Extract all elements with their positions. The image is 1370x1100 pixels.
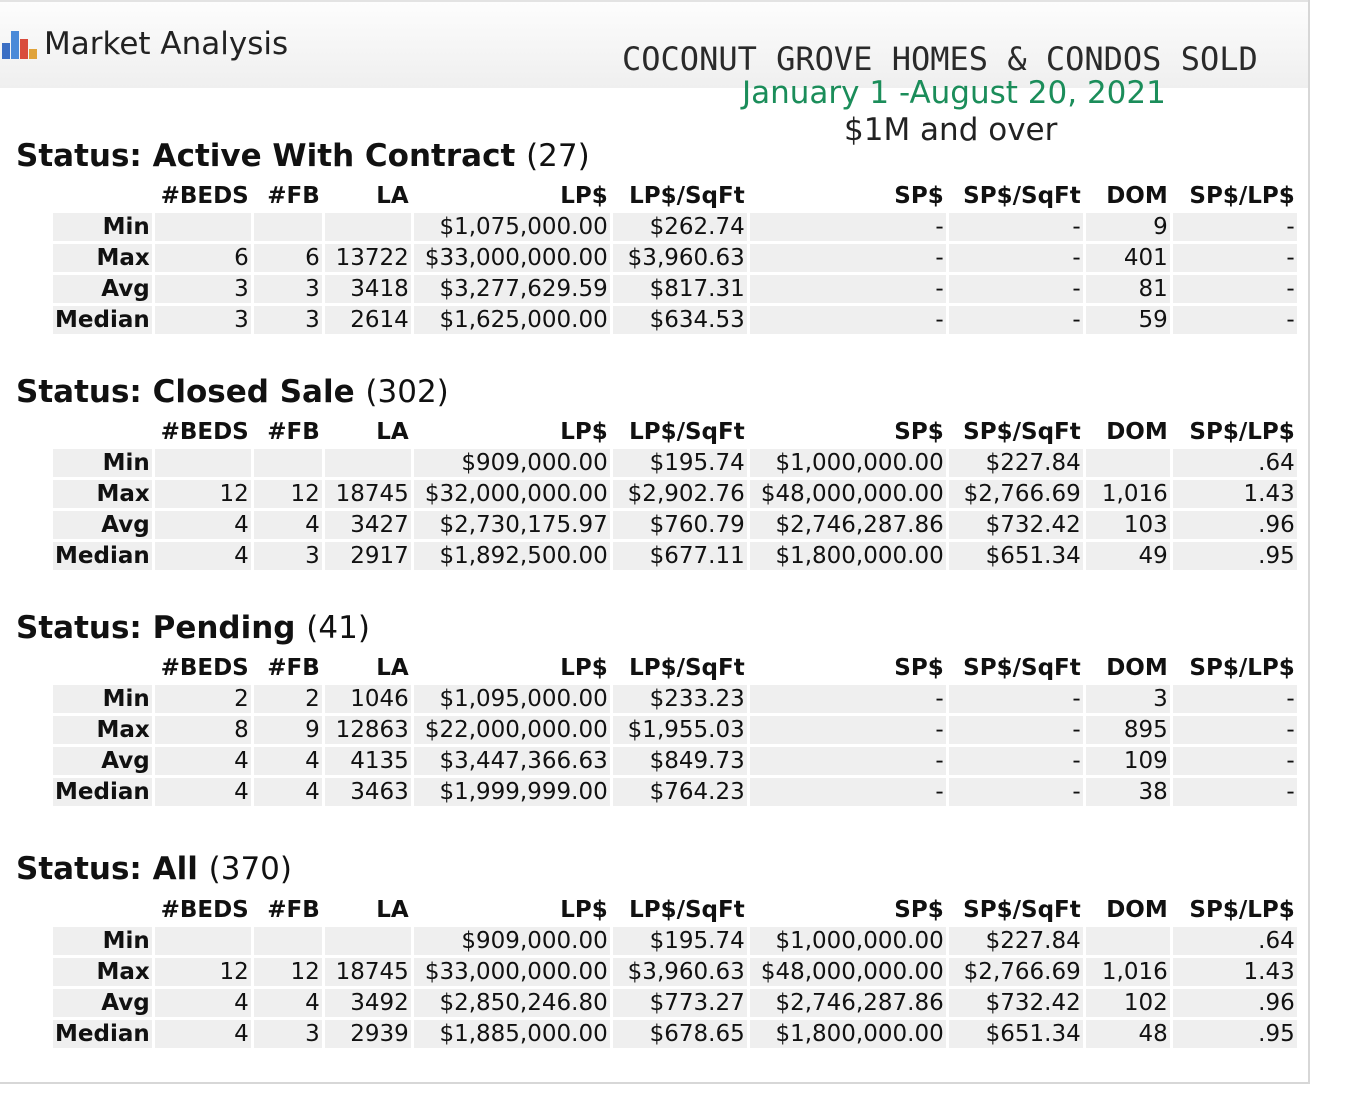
table-row [53, 778, 1297, 806]
cell-lp: $22,000,000.00 [414, 716, 610, 744]
cell-dom: 1,016 [1086, 958, 1170, 986]
cell-dom: 81 [1086, 275, 1170, 303]
column-header-dom: DOM [1086, 896, 1170, 924]
column-header-sp-sqft: SP$/SqFt [949, 896, 1083, 924]
cell-sp-lp: 1.43 [1173, 480, 1297, 508]
table-row [53, 275, 1297, 303]
cell-lp-sqft: $849.73 [613, 747, 747, 775]
cell-fb: 12 [254, 958, 322, 986]
cell-beds: 4 [155, 747, 251, 775]
cell-sp-sqft: $651.34 [949, 1020, 1083, 1048]
table-row [53, 213, 1297, 241]
cell-sp: $1,000,000.00 [750, 449, 946, 477]
column-header-dom: DOM [1086, 654, 1170, 682]
column-header-lp-sqft: LP$/SqFt [613, 182, 747, 210]
status-label: Status: [16, 610, 153, 646]
cell-sp: - [750, 747, 946, 775]
cell-sp: $48,000,000.00 [750, 480, 946, 508]
cell-sp-sqft: $651.34 [949, 542, 1083, 570]
cell-sp-sqft: - [949, 213, 1083, 241]
cell-fb [254, 449, 322, 477]
cell-sp-sqft: $2,766.69 [949, 958, 1083, 986]
row-label: Avg [53, 275, 152, 303]
cell-fb: 4 [254, 989, 322, 1017]
table-row [53, 958, 1297, 986]
row-label: Min [53, 685, 152, 713]
cell-sp: - [750, 213, 946, 241]
cell-sp-sqft: $227.84 [949, 449, 1083, 477]
cell-sp: $48,000,000.00 [750, 958, 946, 986]
cell-dom: 59 [1086, 306, 1170, 334]
column-header-lp: LP$ [414, 654, 610, 682]
header-row [53, 418, 1297, 446]
app-title-label: Market Analysis [44, 26, 289, 62]
cell-sp-lp: .96 [1173, 989, 1297, 1017]
cell-dom [1086, 449, 1170, 477]
row-label: Min [53, 927, 152, 955]
cell-la: 1046 [325, 685, 411, 713]
cell-lp: $1,075,000.00 [414, 213, 610, 241]
column-header-sp-sqft: SP$/SqFt [949, 182, 1083, 210]
cell-fb: 4 [254, 747, 322, 775]
column-header-fb: #FB [254, 182, 322, 210]
column-header-lp-sqft: LP$/SqFt [613, 896, 747, 924]
cell-lp-sqft: $634.53 [613, 306, 747, 334]
cell-fb: 3 [254, 1020, 322, 1048]
bar-chart-icon [2, 29, 36, 59]
status-count: (41) [306, 610, 370, 646]
cell-sp-sqft: - [949, 685, 1083, 713]
header-row [53, 896, 1297, 924]
cell-sp-lp: - [1173, 213, 1297, 241]
cell-dom: 1,016 [1086, 480, 1170, 508]
row-label: Avg [53, 747, 152, 775]
cell-fb: 12 [254, 480, 322, 508]
header-row [53, 654, 1297, 682]
cell-sp: $1,000,000.00 [750, 927, 946, 955]
cell-sp-lp: .64 [1173, 927, 1297, 955]
cell-lp-sqft: $678.65 [613, 1020, 747, 1048]
column-header-sp: SP$ [750, 418, 946, 446]
column-header-la: LA [325, 654, 411, 682]
cell-fb: 3 [254, 306, 322, 334]
column-header-sp-lp: SP$/LP$ [1173, 418, 1297, 446]
header-blank [53, 418, 152, 446]
cell-la: 3492 [325, 989, 411, 1017]
column-header-beds: #BEDS [155, 896, 251, 924]
column-header-la: LA [325, 418, 411, 446]
row-label: Median [55, 779, 150, 805]
row-label: Median [55, 543, 150, 569]
cell-sp-lp: - [1173, 244, 1297, 272]
cell-beds [155, 449, 251, 477]
cell-sp-sqft: - [949, 716, 1083, 744]
cell-sp: $1,800,000.00 [750, 542, 946, 570]
cell-dom: 3 [1086, 685, 1170, 713]
cell-sp-sqft: $2,766.69 [949, 480, 1083, 508]
cell-la: 12863 [325, 716, 411, 744]
table-row [53, 1020, 1297, 1048]
cell-sp: $2,746,287.86 [750, 511, 946, 539]
row-label: Min [53, 449, 152, 477]
cell-sp: - [750, 275, 946, 303]
cell-lp: $1,885,000.00 [414, 1020, 610, 1048]
row-label: Max [53, 480, 152, 508]
report-price-filter: $1M and over [844, 112, 1058, 148]
status-label: Status: [16, 138, 153, 174]
cell-sp-sqft: $732.42 [949, 511, 1083, 539]
cell-lp-sqft: $3,960.63 [613, 244, 747, 272]
cell-sp: - [750, 685, 946, 713]
cell-beds: 6 [155, 244, 251, 272]
cell-lp-sqft: $233.23 [613, 685, 747, 713]
table-row [53, 244, 1297, 272]
status-name: Closed Sale [152, 374, 366, 410]
cell-dom: 895 [1086, 716, 1170, 744]
cell-sp: - [750, 716, 946, 744]
cell-dom: 401 [1086, 244, 1170, 272]
cell-fb [254, 213, 322, 241]
header-blank [53, 654, 152, 682]
cell-sp-lp: - [1173, 778, 1297, 806]
cell-la [325, 449, 411, 477]
cell-lp-sqft: $262.74 [613, 213, 747, 241]
section-title [16, 851, 292, 887]
cell-lp: $1,095,000.00 [414, 685, 610, 713]
table-row [53, 716, 1297, 744]
cell-lp: $909,000.00 [414, 449, 610, 477]
cell-sp: $2,746,287.86 [750, 989, 946, 1017]
column-header-lp-sqft: LP$/SqFt [613, 654, 747, 682]
status-count: (302) [365, 374, 449, 410]
column-header-sp-lp: SP$/LP$ [1173, 654, 1297, 682]
row-label: Avg [53, 511, 152, 539]
column-header-fb: #FB [254, 654, 322, 682]
cell-dom [1086, 927, 1170, 955]
cell-lp: $33,000,000.00 [414, 958, 610, 986]
cell-beds: 4 [155, 778, 251, 806]
cell-lp-sqft: $2,902.76 [613, 480, 747, 508]
report-date-range: January 1 -August 20, 2021 [742, 75, 1166, 111]
cell-beds: 12 [155, 480, 251, 508]
cell-lp-sqft: $677.11 [613, 542, 747, 570]
column-header-beds: #BEDS [155, 418, 251, 446]
column-header-sp-lp: SP$/LP$ [1173, 896, 1297, 924]
column-header-sp-lp: SP$/LP$ [1173, 182, 1297, 210]
header-row [53, 182, 1297, 210]
cell-dom: 9 [1086, 213, 1170, 241]
cell-fb: 9 [254, 716, 322, 744]
report-title: COCONUT GROVE HOMES & CONDOS SOLD [622, 40, 1258, 78]
cell-la: 3463 [325, 778, 411, 806]
cell-la: 2939 [325, 1020, 411, 1048]
cell-fb: 6 [254, 244, 322, 272]
cell-la [325, 213, 411, 241]
column-header-fb: #FB [254, 896, 322, 924]
column-header-beds: #BEDS [155, 182, 251, 210]
section-title [16, 138, 590, 174]
status-name: All [152, 851, 209, 887]
column-header-sp-sqft: SP$/SqFt [949, 654, 1083, 682]
cell-beds: 4 [155, 511, 251, 539]
cell-sp-lp: - [1173, 275, 1297, 303]
column-header-lp-sqft: LP$/SqFt [613, 418, 747, 446]
cell-sp-lp: - [1173, 306, 1297, 334]
table-row [53, 306, 1297, 334]
column-header-sp-sqft: SP$/SqFt [949, 418, 1083, 446]
row-label: Median [55, 307, 150, 333]
cell-beds: 4 [155, 989, 251, 1017]
cell-sp-lp: .95 [1173, 1020, 1297, 1048]
column-header-lp: LP$ [414, 182, 610, 210]
cell-la [325, 927, 411, 955]
table-row [53, 449, 1297, 477]
cell-la: 13722 [325, 244, 411, 272]
cell-sp-sqft: $732.42 [949, 989, 1083, 1017]
cell-lp-sqft: $773.27 [613, 989, 747, 1017]
section-title [16, 610, 370, 646]
table-row [53, 542, 1297, 570]
stats-table [50, 651, 1300, 809]
cell-beds: 4 [155, 1020, 251, 1048]
cell-lp-sqft: $195.74 [613, 449, 747, 477]
row-label: Median [55, 1021, 150, 1047]
status-label: Status: [16, 851, 153, 887]
cell-dom: 102 [1086, 989, 1170, 1017]
cell-fb: 4 [254, 778, 322, 806]
cell-dom: 49 [1086, 542, 1170, 570]
cell-lp-sqft: $3,960.63 [613, 958, 747, 986]
cell-beds: 8 [155, 716, 251, 744]
table-row [53, 685, 1297, 713]
table-row [53, 989, 1297, 1017]
cell-lp-sqft: $817.31 [613, 275, 747, 303]
cell-sp-sqft: $227.84 [949, 927, 1083, 955]
table-row [53, 480, 1297, 508]
cell-dom: 109 [1086, 747, 1170, 775]
cell-sp: - [750, 244, 946, 272]
cell-la: 18745 [325, 958, 411, 986]
column-header-dom: DOM [1086, 418, 1170, 446]
cell-sp-lp: - [1173, 685, 1297, 713]
column-header-sp: SP$ [750, 182, 946, 210]
section-title [16, 374, 449, 410]
cell-la: 3427 [325, 511, 411, 539]
cell-lp: $32,000,000.00 [414, 480, 610, 508]
cell-sp-lp: 1.43 [1173, 958, 1297, 986]
column-header-lp: LP$ [414, 418, 610, 446]
cell-beds: 2 [155, 685, 251, 713]
cell-beds: 4 [155, 542, 251, 570]
column-header-fb: #FB [254, 418, 322, 446]
cell-lp-sqft: $764.23 [613, 778, 747, 806]
cell-sp-sqft: - [949, 747, 1083, 775]
cell-sp-sqft: - [949, 275, 1083, 303]
cell-sp: - [750, 778, 946, 806]
table-row [53, 511, 1297, 539]
cell-sp-sqft: - [949, 306, 1083, 334]
table-row [53, 927, 1297, 955]
cell-lp: $2,850,246.80 [414, 989, 610, 1017]
cell-lp: $1,625,000.00 [414, 306, 610, 334]
cell-fb: 3 [254, 275, 322, 303]
cell-sp-lp: - [1173, 747, 1297, 775]
cell-la: 18745 [325, 480, 411, 508]
cell-dom: 48 [1086, 1020, 1170, 1048]
row-label: Avg [53, 989, 152, 1017]
app-title[interactable] [2, 26, 288, 62]
cell-sp-lp: - [1173, 716, 1297, 744]
cell-lp: $2,730,175.97 [414, 511, 610, 539]
stats-table [50, 415, 1300, 573]
column-header-sp: SP$ [750, 896, 946, 924]
cell-beds [155, 927, 251, 955]
column-header-la: LA [325, 182, 411, 210]
column-header-la: LA [325, 896, 411, 924]
cell-dom: 38 [1086, 778, 1170, 806]
status-count: (370) [208, 851, 292, 887]
stats-table [50, 893, 1300, 1051]
column-header-sp: SP$ [750, 654, 946, 682]
row-label: Max [53, 716, 152, 744]
cell-beds: 3 [155, 275, 251, 303]
row-label: Max [53, 244, 152, 272]
status-count: (27) [526, 138, 590, 174]
cell-fb [254, 927, 322, 955]
row-label: Min [53, 213, 152, 241]
cell-lp-sqft: $195.74 [613, 927, 747, 955]
cell-la: 3418 [325, 275, 411, 303]
cell-fb: 4 [254, 511, 322, 539]
cell-lp-sqft: $1,955.03 [613, 716, 747, 744]
cell-sp: - [750, 306, 946, 334]
column-header-dom: DOM [1086, 182, 1170, 210]
cell-fb: 3 [254, 542, 322, 570]
cell-lp: $33,000,000.00 [414, 244, 610, 272]
cell-sp-sqft: - [949, 244, 1083, 272]
cell-lp: $1,999,999.00 [414, 778, 610, 806]
cell-beds: 12 [155, 958, 251, 986]
cell-sp: $1,800,000.00 [750, 1020, 946, 1048]
cell-la: 2917 [325, 542, 411, 570]
cell-dom: 103 [1086, 511, 1170, 539]
header-blank [53, 896, 152, 924]
cell-sp-lp: .96 [1173, 511, 1297, 539]
status-label: Status: [16, 374, 153, 410]
cell-lp: $3,277,629.59 [414, 275, 610, 303]
cell-lp: $1,892,500.00 [414, 542, 610, 570]
row-label: Max [53, 958, 152, 986]
cell-fb: 2 [254, 685, 322, 713]
cell-la: 4135 [325, 747, 411, 775]
cell-lp: $3,447,366.63 [414, 747, 610, 775]
cell-sp-lp: .95 [1173, 542, 1297, 570]
cell-lp: $909,000.00 [414, 927, 610, 955]
stats-table [50, 179, 1300, 337]
status-name: Active With Contract [152, 138, 527, 174]
cell-beds [155, 213, 251, 241]
cell-sp-sqft: - [949, 778, 1083, 806]
column-header-beds: #BEDS [155, 654, 251, 682]
table-row [53, 747, 1297, 775]
cell-beds: 3 [155, 306, 251, 334]
status-name: Pending [152, 610, 307, 646]
cell-sp-lp: .64 [1173, 449, 1297, 477]
column-header-lp: LP$ [414, 896, 610, 924]
header-blank [53, 182, 152, 210]
cell-la: 2614 [325, 306, 411, 334]
cell-lp-sqft: $760.79 [613, 511, 747, 539]
